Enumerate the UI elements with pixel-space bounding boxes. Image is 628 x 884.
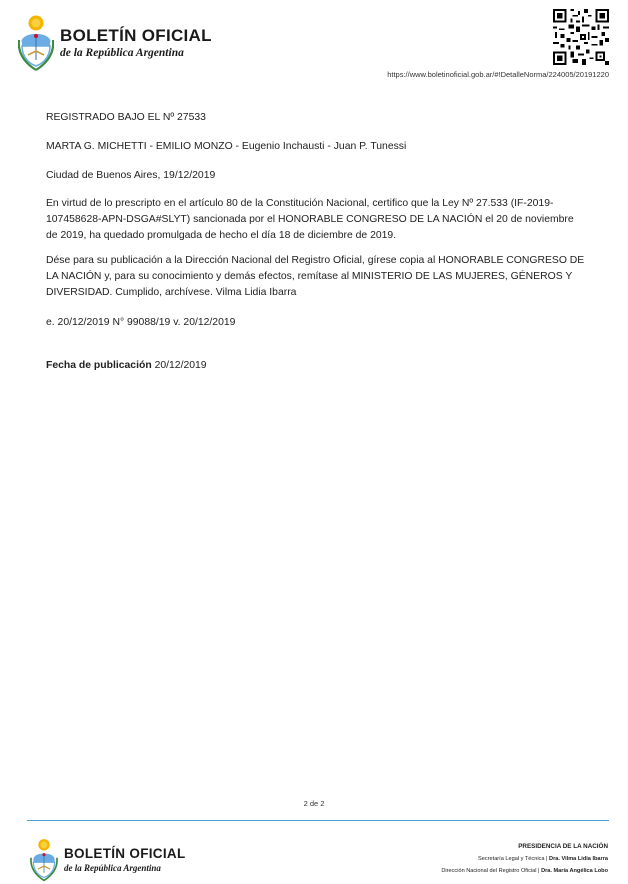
qr-code-icon — [553, 9, 609, 65]
document-url[interactable]: https://www.boletinoficial.gob.ar/#!DetalleNorma/224005/20191220 — [387, 70, 609, 79]
coat-of-arms-icon — [18, 14, 54, 72]
signatories: MARTA G. MICHETTI - EMILIO MONZO - Eugenio Inchausti - Juan P. Tunessi — [46, 141, 407, 152]
footer-credit-line-2: Dirección Nacional del Registro Oficial | Dra. María Angélica Lobo — [441, 868, 608, 874]
presidency-label: PRESIDENCIA DE LA NACIÓN — [518, 843, 608, 850]
footer-publication-title: BOLETÍN OFICIAL — [64, 846, 186, 862]
place-date: Ciudad de Buenos Aires, 19/12/2019 — [46, 170, 216, 181]
direccion-head: Dra. María Angélica Lobo — [541, 868, 608, 874]
page-number: 2 de 2 — [303, 799, 325, 808]
footer-publication-subtitle: de la República Argentina — [64, 862, 161, 873]
publication-date — [46, 358, 207, 374]
publication-subtitle: de la República Argentina — [60, 46, 184, 59]
publication-title: BOLETÍN OFICIAL — [60, 25, 212, 45]
footer-divider — [27, 820, 609, 821]
direccion-label: Dirección Nacional del Registro Oficial — [441, 868, 537, 874]
secretaria-label: Secretaría Legal y Técnica — [478, 856, 545, 862]
footer-logo — [30, 838, 186, 882]
publication-date-value: 20/12/2019 — [154, 360, 207, 371]
certification-paragraph: En virtud de lo prescripto en el artículo 80 de la Constitución Nacional, certifico que la Ley Nº 27.533 (IF-2019-107458628-APN-DSGA#SLYT) sancionada por el HONORABLE CONGRESO DE LA NACIÓN el 20 de noviembre de 2019, ha quedado promulgada de hecho el día 18 de diciembre de 2019. — [46, 198, 574, 241]
registration-number: REGISTRADO BAJO EL Nº 27533 — [46, 112, 206, 123]
footer-credits — [441, 841, 608, 877]
secretaria-head: Dra. Vilma Lidia Ibarra — [549, 856, 608, 862]
coat-of-arms-icon — [30, 838, 58, 882]
footer-credit-line-1: Secretaría Legal y Técnica | Dra. Vilma Lidia Ibarra — [478, 856, 608, 862]
publication-order-paragraph: Dése para su publicación a la Dirección Nacional del Registro Oficial, gírese copia al HONORABLE CONGRESO DE LA NACIÓN y, para su conocimiento y demás efectos, remítase al MINISTERIO DE LAS MUJERES, GÉNEROS Y DIVERSIDAD. Cumplido, archívese. Vilma Lidia Ibarra — [46, 255, 585, 298]
publication-date-label: Fecha de publicación — [46, 360, 152, 371]
edition-reference: e. 20/12/2019 N° 99088/19 v. 20/12/2019 — [46, 317, 236, 328]
header-logo — [18, 14, 212, 72]
